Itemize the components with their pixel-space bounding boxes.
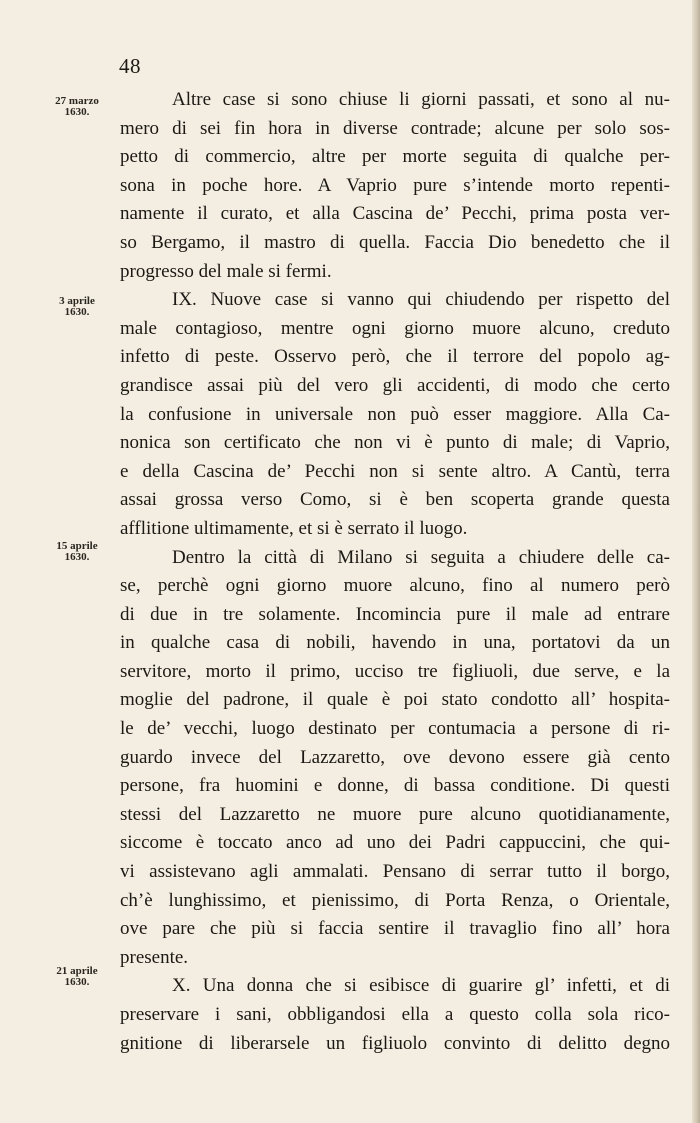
text-line: siccome è toccato anco ad uno dei Padri cappuccini, che qui- [120,832,670,854]
margin-date-year: 1630. [64,976,90,988]
text-line: Dentro la città di Milano si seguita a chiudere delle ca- [172,546,670,568]
text-line: X. Una donna che si esibisce di guarire gl’ infetti, et di [172,975,670,997]
margin-date-year: 1630. [64,306,90,318]
text-line: ch’è lunghissimo, et pienissimo, di Porta Renza, o Orientale, [120,889,670,911]
text-line: petto di commercio, altre per morte seguita di qualche per- [120,146,670,168]
text-line: in qualche casa di nobili, havendo in una, portatovi da un [120,632,670,654]
text-line: infetto di peste. Osservo però, che il terrore del popolo ag- [120,346,670,368]
text-line: mero di sei fin hora in diverse contrade; alcune per solo sos- [120,117,670,139]
text-line: so Bergamo, il mastro di quella. Faccia Dio benedetto che il [120,231,670,253]
margin-date-day: 15 aprile [56,540,98,552]
text-line: moglie del padrone, il quale è poi stato condotto all’ hospita- [120,689,670,711]
margin-date [42,296,112,318]
margin-date-day: 21 aprile [56,965,98,977]
text-line: e della Cascina de’ Pecchi non si sente altro. A Cantù, terra [120,460,670,482]
text-line: sona in poche hore. A Vaprio pure s’intende morto repenti- [120,174,670,196]
text-line: servitore, morto il primo, ucciso tre figliuoli, due serve, e la [120,660,670,682]
text-line: preservare i sani, obbligandosi ella a questo colla sola rico- [120,1004,670,1025]
text-line: assai grossa verso Como, si è ben scoperta grande questa [120,489,670,511]
text-line: nonica son certificato che non vi è punto di male; di Vaprio, [120,432,670,454]
margin-date-day: 3 aprile [59,295,95,307]
text-line: progresso del male si fermi. [120,260,332,282]
margin-date-year: 1630. [64,106,90,118]
text-line: IX. Nuove case si vanno qui chiudendo per rispetto del [172,289,670,311]
body-text [120,86,670,1058]
margin-date [42,966,112,988]
text-line: di due in tre solamente. Incomincia pure il male ad entrare [120,603,670,625]
text-line: afflitione ultimamente, et si è serrato il luogo. [120,517,468,539]
text-line: ove pare che più si faccia sentire il travaglio fino all’ hora [120,918,670,940]
text-line: stessi del Lazzaretto ne muore pure alcuno quotidianamente, [120,803,670,825]
text-line: gnitione di liberarsele un figliuolo convinto di delitto degno [120,1032,670,1054]
page-edge [692,0,700,1123]
text-line: presente. [120,946,189,968]
text-line: Altre case si sono chiuse li giorni passati, et sono al nu- [172,89,670,110]
margin-date [42,541,112,563]
text-line: vi assistevano agli ammalati. Pensano di serrar tutto il borgo, [120,861,670,883]
margin-date-year: 1630. [64,551,90,563]
text-line: namente il curato, et alla Cascina de’ Pecchi, prima posta ver- [120,203,670,225]
text-line: male contagioso, mentre ogni giorno muore alcuno, creduto [120,317,670,339]
text-line: guardo invece del Lazzaretto, ove devono essere già cento [120,746,670,768]
text-line: grandisce assai più del vero gli accidenti, di modo che certo [120,374,670,396]
margin-date-day: 27 marzo [55,95,99,107]
margin-date [42,96,112,118]
text-line: la confusione in universale non può esser maggiore. Alla Ca- [120,403,670,425]
page-number: 48 [119,54,141,78]
text-line: le de’ vecchi, luogo destinato per contumacia a persone di ri- [120,718,670,740]
text-line: se, perchè ogni giorno muore alcuno, fino al numero però [120,575,670,597]
text-line: persone, fra huomini e donne, di bassa conditione. Di questi [120,775,670,797]
